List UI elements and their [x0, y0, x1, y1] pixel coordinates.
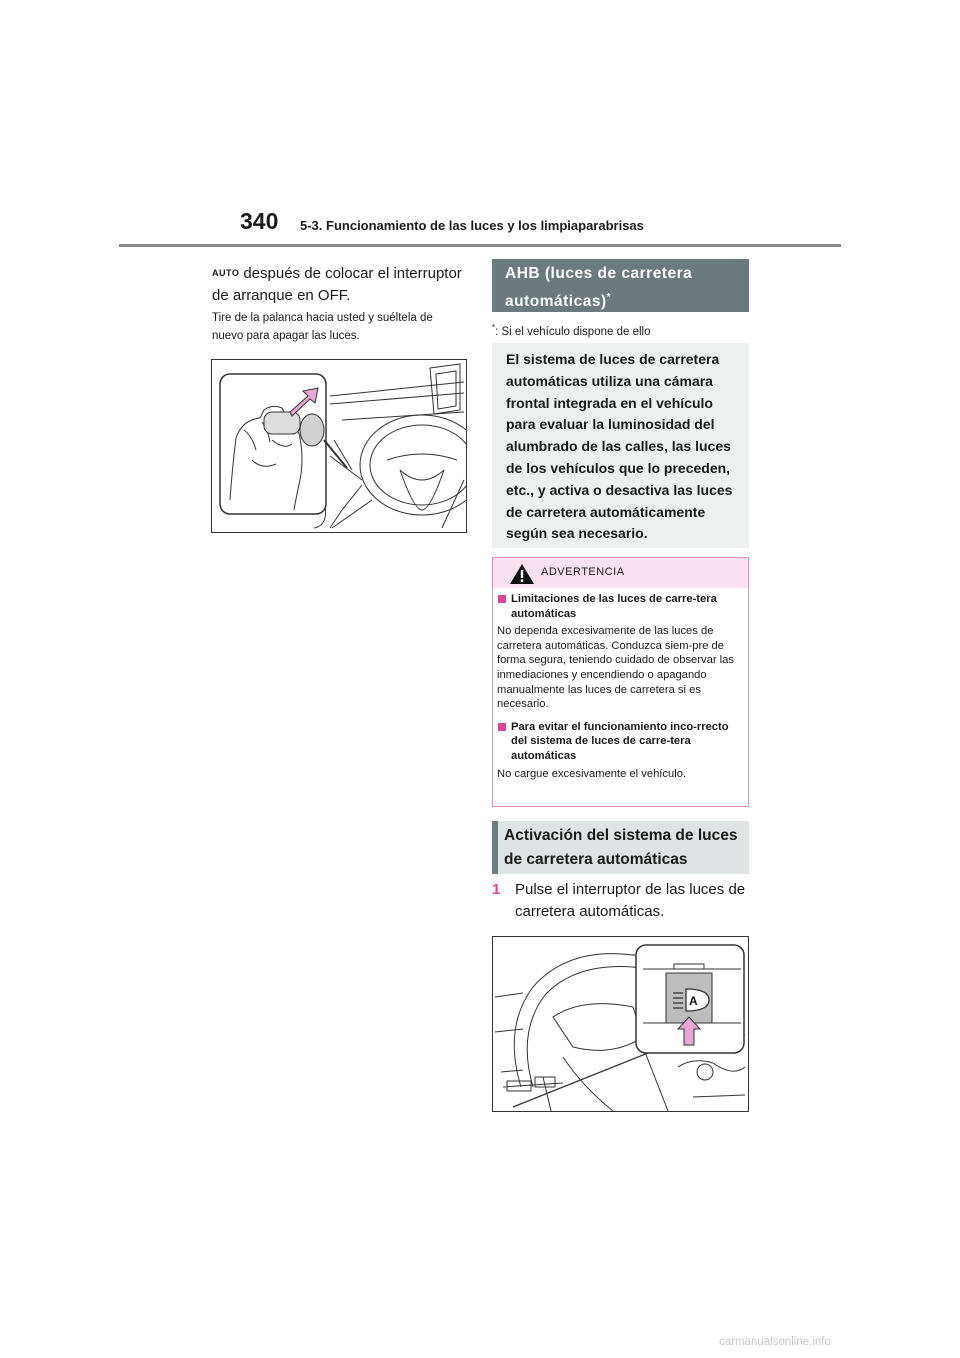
lever-illustration — [211, 359, 467, 533]
ahb-heading-marker: * — [606, 292, 612, 303]
warning-item-heading-text: Para evitar el funcionamiento inco-rrecto del sistema de luces de carre-tera automáticas — [511, 720, 729, 762]
auto-icon: AUTO — [212, 268, 240, 278]
ahb-heading-text: AHB (luces de carretera automáticas) — [505, 265, 693, 311]
ahb-description: El sistema de luces de carretera automáticas utiliza una cámara frontal integrada en el vehículo para evaluar la luminosidad del alumbrado de las calles, las luces de los vehículos que lo preceden, etc., y activa o desactiva las luces de carretera automáticamente según sea necesario. — [492, 343, 749, 548]
warning-item-heading-text: Limitaciones de las luces de carre-tera automáticas — [511, 593, 717, 620]
auto-off-text — [212, 262, 462, 307]
step-number: 1 — [492, 881, 501, 898]
warning-triangle-icon — [509, 563, 535, 585]
auto-off-sentence: después de colocar el interruptor de arranque en OFF. — [212, 265, 462, 304]
lever-drawing-icon — [212, 360, 466, 532]
warning-title: ADVERTENCIA — [541, 566, 625, 578]
step-1 — [492, 879, 749, 923]
warning-item-heading — [497, 592, 744, 621]
activation-heading: Activación del sistema de luces de carretera automáticas — [492, 821, 749, 874]
warning-item-text: No dependa excesivamente de las luces de carretera automáticas. Conduzca siem-pre de forma segura, teniendo cuidado de observar las inmediaciones y encendiendo o apagando manualmente las luces de carretera si es necesario. — [497, 625, 734, 711]
ahb-footnote — [492, 323, 650, 338]
ahb-switch-illustration — [492, 936, 749, 1112]
footer-watermark: carmanualsonline.info — [719, 1336, 831, 1348]
header-rule — [119, 244, 841, 247]
warning-item-heading — [497, 720, 744, 764]
warning-header — [493, 558, 748, 588]
pink-square-bullet-icon — [498, 595, 506, 603]
chapter-title: 5-3. Funcionamiento de las luces y los limpiaparabrisas — [300, 218, 644, 233]
pink-square-bullet-icon — [498, 723, 506, 731]
ahb-heading — [492, 259, 749, 312]
switch-label-a: A — [689, 994, 698, 1008]
lever-instruction: Tire de la palanca hacia usted y suéltela de nuevo para apagar las luces. — [212, 312, 433, 342]
warning-item-text: No cargue excesivamente el vehículo. — [497, 767, 687, 780]
step-text: Pulse el interruptor de las luces de carretera automáticas. — [515, 881, 746, 920]
page-number: 340 — [240, 208, 279, 234]
footnote-text: : Si el vehículo dispone de ello — [495, 325, 651, 338]
warning-body — [493, 588, 748, 781]
activation-heading-bar — [492, 821, 498, 874]
warning-box — [492, 557, 749, 807]
steering-wheel-drawing-icon — [493, 937, 748, 1111]
footnote-marker: * — [492, 323, 496, 332]
